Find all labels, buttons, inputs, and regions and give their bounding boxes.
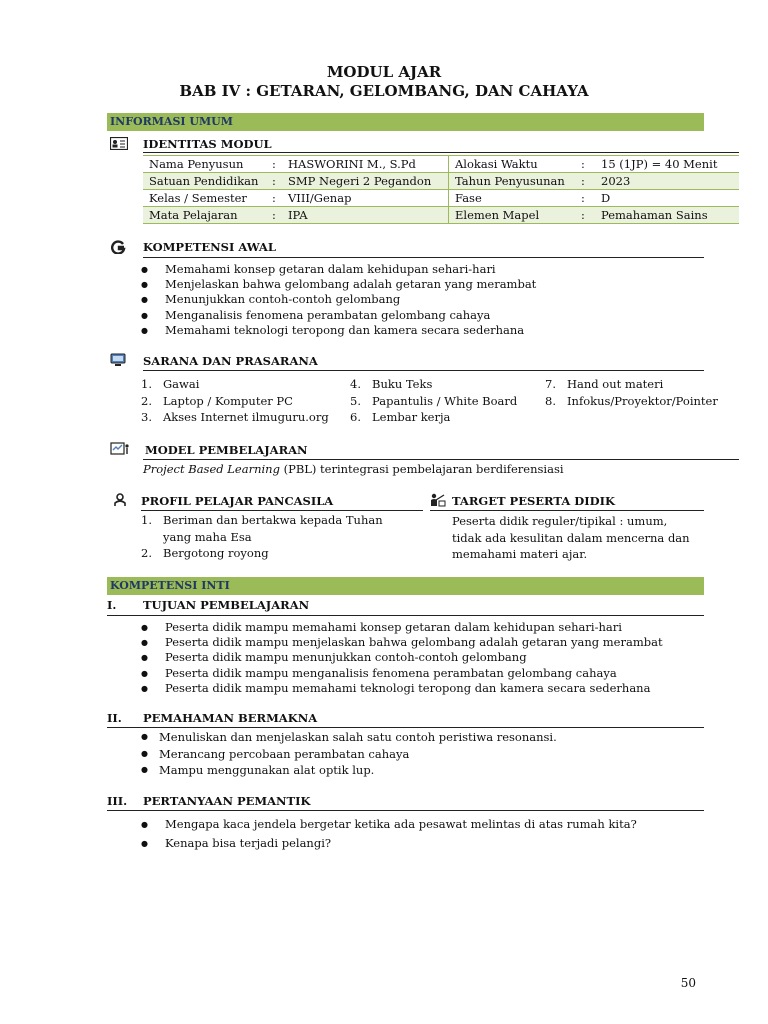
table-cell-colon: : bbox=[266, 156, 282, 173]
sarana-list-col3 bbox=[545, 376, 718, 409]
students-icon bbox=[113, 493, 127, 507]
table-row bbox=[143, 173, 739, 190]
page-number: 50 bbox=[680, 976, 696, 990]
model-italic-text: Project Based Learning bbox=[143, 462, 280, 476]
presentation-board-icon bbox=[110, 442, 130, 456]
table-cell-colon: : bbox=[266, 190, 282, 207]
table-cell-colon: : bbox=[575, 173, 595, 190]
table-cell-value: SMP Negeri 2 Pegandon bbox=[282, 173, 449, 190]
divider bbox=[430, 510, 704, 511]
list-item: 8. Infokus/Proyektor/Pointer bbox=[545, 393, 718, 408]
list-item: 1. Gawai bbox=[141, 377, 200, 391]
pemahaman-list bbox=[141, 729, 557, 779]
list-item: ● Peserta didik mampu menjelaskan bahwa gelombang adalah getaran yang merambat bbox=[141, 635, 663, 650]
section-bar-kompetensi-inti: KOMPETENSI INTI bbox=[107, 577, 704, 595]
divider bbox=[143, 370, 704, 371]
table-row bbox=[143, 156, 739, 173]
list-item: ● Menuliskan dan menjelaskan salah satu contoh peristiwa resonansi. bbox=[141, 729, 557, 746]
table-cell-value: VIII/Genap bbox=[282, 190, 449, 207]
divider bbox=[107, 810, 704, 811]
list-item: 1. Beriman dan bertakwa kepada Tuhan bbox=[141, 513, 383, 527]
divider bbox=[141, 510, 423, 511]
table-cell-colon: : bbox=[266, 173, 282, 190]
section-bar-informasi-umum: INFORMASI UMUM bbox=[107, 113, 704, 131]
table-cell-key: Satuan Pendidikan bbox=[143, 173, 266, 190]
table-cell-value: Pemahaman Sains bbox=[595, 207, 739, 224]
list-item: ● Memahami konsep getaran dalam kehidupan sehari-hari bbox=[141, 262, 536, 277]
table-cell-colon: : bbox=[575, 190, 595, 207]
list-item: 7. Hand out materi bbox=[545, 377, 664, 391]
list-item: 5. Papantulis / White Board bbox=[350, 393, 518, 408]
table-cell-value: D bbox=[595, 190, 739, 207]
pertanyaan-list bbox=[141, 815, 637, 853]
table-row bbox=[143, 207, 739, 224]
table-cell-key: Tahun Penyusunan bbox=[449, 173, 576, 190]
list-item: 2. Bergotong royong bbox=[141, 546, 269, 560]
table-cell-key: Nama Penyusun bbox=[143, 156, 266, 173]
table-cell-value: 15 (1JP) = 40 Menit bbox=[595, 156, 739, 173]
list-item: ● Peserta didik mampu memahami teknologi teropong dan kamera secara sederhana bbox=[141, 681, 663, 696]
table-cell-key: Alokasi Waktu bbox=[449, 156, 576, 173]
table-cell-value: IPA bbox=[282, 207, 449, 224]
list-item: 6. Lembar kerja bbox=[350, 410, 451, 424]
table-cell-value: 2023 bbox=[595, 173, 739, 190]
tujuan-number: I. bbox=[107, 598, 117, 612]
tujuan-heading: TUJUAN PEMBELAJARAN bbox=[143, 598, 310, 612]
list-item: 3. Akses Internet ilmuguru.org bbox=[141, 410, 329, 424]
sarana-list-col2 bbox=[350, 376, 517, 426]
kompetensi-awal-list bbox=[141, 262, 536, 338]
divider bbox=[143, 459, 739, 460]
target-line: tidak ada kesulitan dalam mencerna dan bbox=[452, 530, 690, 545]
pertanyaan-number: III. bbox=[107, 794, 128, 808]
list-item: 2. Laptop / Komputer PC bbox=[141, 393, 293, 408]
divider bbox=[107, 727, 704, 728]
target-line: memahami materi ajar. bbox=[452, 547, 588, 561]
list-item: ● Menunjukkan contoh-contoh gelombang bbox=[141, 292, 536, 307]
table-cell-key: Fase bbox=[449, 190, 576, 207]
list-item: ● Merancang percobaan perambatan cahaya bbox=[141, 746, 557, 763]
list-item: ● Menganalisis fenomena perambatan gelombang cahaya bbox=[141, 308, 536, 323]
table-cell-key: Mata Pelajaran bbox=[143, 207, 266, 224]
teacher-icon bbox=[430, 493, 446, 507]
sarana-heading: SARANA DAN PRASARANA bbox=[143, 354, 318, 368]
table-cell-value: HASWORINI M., S.Pd bbox=[282, 156, 449, 173]
target-line: Peserta didik reguler/tipikal : umum, bbox=[452, 514, 668, 528]
tujuan-list bbox=[141, 620, 663, 696]
profil-heading: PROFIL PELAJAR PANCASILA bbox=[141, 494, 334, 508]
list-item: ● Peserta didik mampu menganalisis fenomena perambatan gelombang cahaya bbox=[141, 666, 663, 681]
pemahaman-heading: PEMAHAMAN BERMAKNA bbox=[143, 711, 318, 725]
divider bbox=[143, 152, 739, 153]
table-row bbox=[143, 190, 739, 207]
profil-list bbox=[141, 512, 383, 562]
module-title: MODUL AJAR bbox=[326, 63, 442, 81]
identitas-heading: IDENTITAS MODUL bbox=[143, 137, 272, 151]
list-item: ● Mengapa kaca jendela bergetar ketika ada pesawat melintas di atas rumah kita? bbox=[141, 815, 637, 834]
model-rest-text: (PBL) terintegrasi pembelajaran berdiferensiasi bbox=[279, 462, 564, 476]
table-cell-key: Kelas / Semester bbox=[143, 190, 266, 207]
model-description bbox=[143, 462, 564, 476]
table-cell-colon: : bbox=[266, 207, 282, 224]
list-item: ● Kenapa bisa terjadi pelangi? bbox=[141, 834, 637, 853]
list-item: ● Peserta didik mampu memahami konsep getaran dalam kehidupan sehari-hari bbox=[141, 620, 663, 635]
list-item: 4. Buku Teks bbox=[350, 377, 433, 391]
pemahaman-number: II. bbox=[107, 711, 122, 725]
model-heading: MODEL PEMBELAJARAN bbox=[145, 443, 308, 457]
list-item: ● Menjelaskan bahwa gelombang adalah getaran yang merambat bbox=[141, 277, 536, 292]
brain-gear-icon bbox=[111, 240, 126, 254]
list-item: yang maha Esa bbox=[163, 529, 252, 544]
identitas-table bbox=[143, 155, 739, 224]
target-heading: TARGET PESERTA DIDIK bbox=[452, 494, 615, 508]
chapter-title: BAB IV : GETARAN, GELOMBANG, DAN CAHAYA bbox=[179, 82, 589, 100]
table-cell-key: Elemen Mapel bbox=[449, 207, 576, 224]
table-cell-colon: : bbox=[575, 207, 595, 224]
divider bbox=[143, 257, 704, 258]
id-card-icon bbox=[110, 137, 128, 150]
pertanyaan-heading: PERTANYAAN PEMANTIK bbox=[143, 794, 311, 808]
list-item: ● Mampu menggunakan alat optik lup. bbox=[141, 762, 557, 779]
monitor-icon bbox=[110, 353, 126, 367]
sarana-list-col1 bbox=[141, 376, 329, 426]
table-cell-colon: : bbox=[575, 156, 595, 173]
divider bbox=[107, 615, 704, 616]
kompetensi-awal-heading: KOMPETENSI AWAL bbox=[143, 240, 276, 254]
list-item: ● Peserta didik mampu menunjukkan contoh-contoh gelombang bbox=[141, 650, 663, 665]
list-item: ● Memahami teknologi teropong dan kamera secara sederhana bbox=[141, 323, 536, 338]
target-text bbox=[452, 513, 690, 563]
